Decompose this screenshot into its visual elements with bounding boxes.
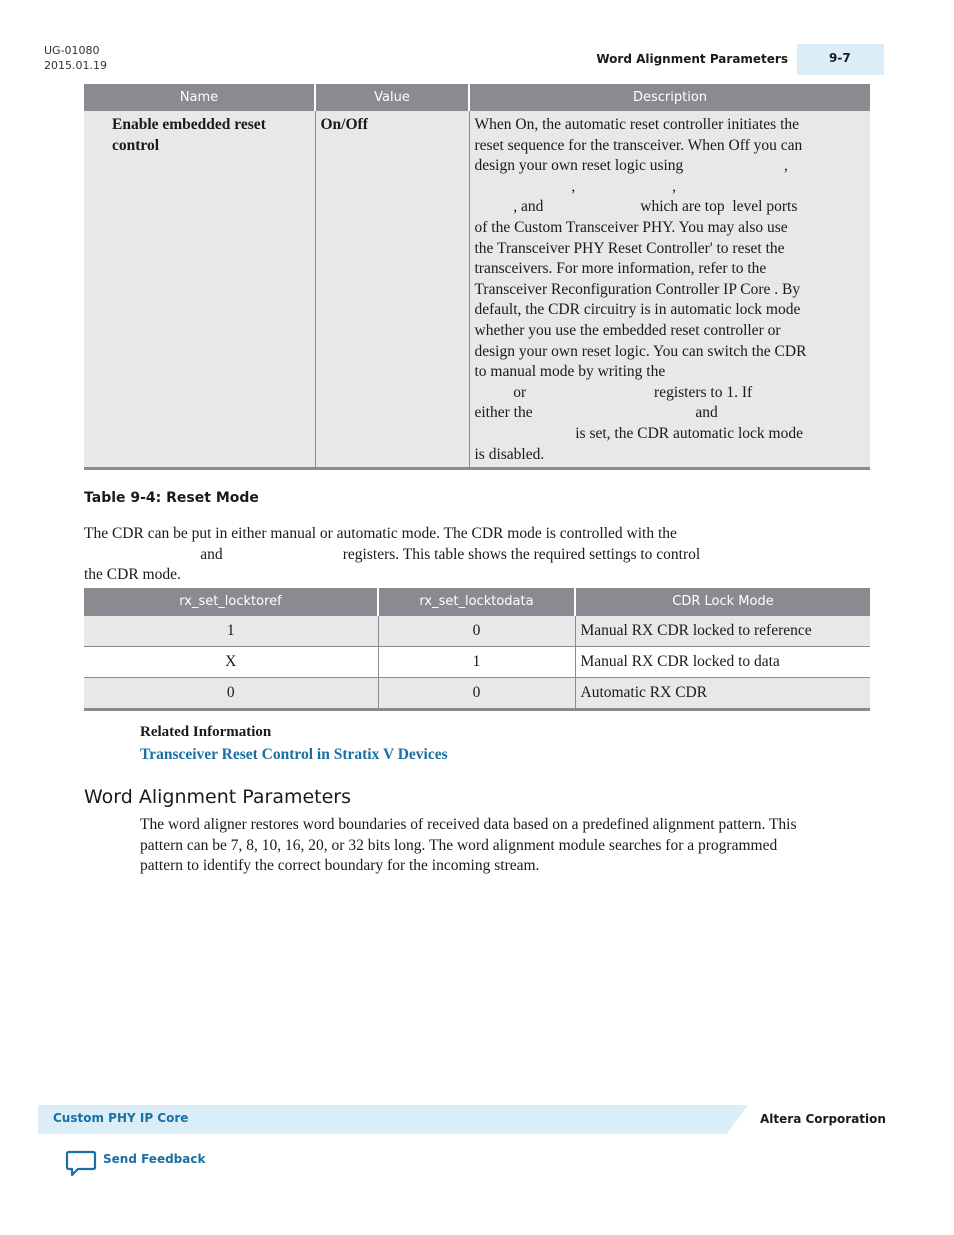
description-line: of the Custom Transceiver PHY. You may also use: [474, 218, 788, 236]
intro-paragraph: [84, 524, 874, 586]
doc-number: UG-01080: [44, 44, 100, 57]
cell-lock-mode: Manual RX CDR locked to data: [575, 647, 870, 678]
parameter-description: [469, 111, 870, 469]
paragraph-line: The CDR can be put in either manual or automatic mode. The CDR mode is controlled with the: [84, 525, 677, 542]
page-number-tab: [797, 44, 884, 75]
table-row: [84, 111, 870, 469]
description-line: the Transceiver PHY Reset Controller' to reset the: [474, 239, 785, 257]
reset-mode-table: [84, 588, 870, 711]
cell-lock-mode: Automatic RX CDR: [575, 678, 870, 710]
cell-locktodata: 0: [378, 616, 575, 647]
description-line: When On, the automatic reset controller initiates the: [474, 116, 800, 133]
paragraph-line: and registers. This table shows the required settings to control: [84, 545, 701, 563]
document-id: [44, 43, 107, 73]
column-header-cdr-lock-mode: CDR Lock Mode: [575, 588, 870, 616]
description-line: , ,: [474, 177, 676, 195]
cell-locktodata: 1: [378, 647, 575, 678]
cell-locktodata: 0: [378, 678, 575, 710]
running-header-title: Word Alignment Parameters: [596, 52, 788, 66]
cell-locktoref: 0: [84, 678, 378, 710]
cell-locktoref: 1: [84, 616, 378, 647]
paragraph-line: the CDR mode.: [84, 566, 181, 584]
column-header-value: Value: [315, 84, 469, 111]
table-caption: Table 9-4: Reset Mode: [84, 490, 259, 506]
page-number: 9-7: [829, 51, 851, 65]
description-line: , and which are top level ports: [474, 198, 798, 216]
parameter-name-line: Enable embedded reset: [112, 116, 266, 133]
table-header-row: [84, 588, 870, 616]
description-line: whether you use the embedded reset controller or: [474, 321, 781, 339]
column-header-locktoref: rx_set_locktoref: [84, 588, 378, 616]
doc-date: 2015.01.19: [44, 59, 107, 72]
description-line: design your own reset logic using ,: [474, 157, 788, 175]
description-line: transceivers. For more information, refer to the: [474, 260, 767, 278]
send-feedback-link[interactable]: Send Feedback: [103, 1152, 206, 1166]
column-header-name: Name: [84, 84, 315, 111]
cell-locktoref: X: [84, 647, 378, 678]
description-line: either the and: [474, 404, 718, 422]
related-information-link[interactable]: Transceiver Reset Control in Stratix V Devices: [140, 746, 448, 763]
description-line: Transceiver Reconfiguration Controller IP Core . By: [474, 280, 801, 298]
paragraph-line: pattern to identify the correct boundary for the incoming stream.: [140, 857, 540, 875]
related-information-label: Related Information: [140, 724, 272, 740]
parameter-value: On/Off: [315, 111, 469, 469]
table-row: [84, 647, 870, 678]
table-row: [84, 678, 870, 710]
description-line: default, the CDR circuitry is in automatic lock mode: [474, 301, 801, 319]
paragraph-line: pattern can be 7, 8, 10, 16, 20, or 32 bits long. The word alignment module searches for a programmed: [140, 836, 778, 854]
description-line: is disabled.: [474, 445, 545, 463]
parameter-name-line: control: [112, 136, 160, 154]
column-header-description: Description: [469, 84, 870, 111]
section-paragraph: [140, 815, 880, 877]
description-line: to manual mode by writing the: [474, 363, 666, 381]
table-row: [84, 616, 870, 647]
parameter-name: [84, 111, 315, 469]
footer-document-link[interactable]: Custom PHY IP Core: [53, 1111, 189, 1125]
feedback-icon[interactable]: [65, 1150, 97, 1178]
paragraph-line: The word aligner restores word boundaries of received data based on a predefined alignment pattern. This: [140, 816, 797, 833]
column-header-locktodata: rx_set_locktodata: [378, 588, 575, 616]
cell-lock-mode: Manual RX CDR locked to reference: [575, 616, 870, 647]
description-line: or registers to 1. If: [474, 383, 753, 401]
footer-company: Altera Corporation: [760, 1112, 886, 1126]
parameter-table: [84, 84, 870, 470]
description-line: is set, the CDR automatic lock mode: [474, 424, 803, 442]
section-heading: Word Alignment Parameters: [84, 786, 352, 808]
description-line: design your own reset logic. You can switch the CDR: [474, 342, 807, 360]
table-header-row: [84, 84, 870, 111]
description-line: reset sequence for the transceiver. When Off you can: [474, 136, 803, 154]
